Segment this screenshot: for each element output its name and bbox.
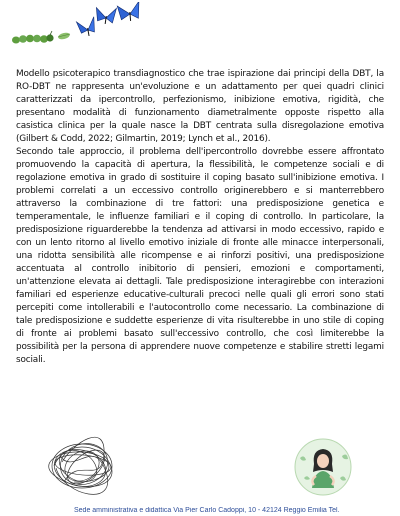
butterfly-icon — [117, 2, 141, 22]
caterpillar-butterflies-logo — [8, 2, 148, 52]
cocoon-icon — [57, 32, 70, 41]
butterfly-icon — [94, 6, 116, 26]
girl-in-circle-icon — [292, 436, 354, 498]
butterfly-icon — [76, 17, 97, 38]
tangled-scribble-icon — [44, 436, 122, 496]
paragraph-intro: Modello psicoterapico transdiagnostico che trae ispirazione dai principi della DBT, la RO-DBT ne rappresenta un'evoluzione e un adattamento per quei quadri clinici caratterizzati da ipercontrollo, perfezionismo, inibizione emotiva, rigidità, che presentano modalità di funzionamento diametralmente opposte rispetto alla casistica clinica per la quale nasce la DBT centrata sulla disregolazione emotiva (Gilbert & Codd, 2022; Gilmartin, 2019; Lynch et al., 2016). — [16, 69, 384, 144]
document-body — [16, 68, 384, 367]
caterpillar-icon — [12, 31, 54, 44]
footer-address: Sede amministrativa e didattica Via Pier Carlo Cadoppi, 10 - 42124 Reggio Emilia Tel. — [74, 507, 340, 514]
paragraph-approach: Secondo tale approccio, il problema dell'ipercontrollo dovrebbe essere affrontato promuovendo la capacità di apertura, la flessibilità, le competenze sociali e di regolazione emotiva in grado di sostituire il coping basato sull'inibizione emotiva. I problemi correlati a un eccessivo controllo originerebbero e si manterrebbero attraverso la combinazione di tre fattori: una predisposizione genetica e temperamentale, le influenze familiari e il coping di controllo. In particolare, la predisposizione riguarderebbe la tendenza ad attivarsi in modo eccessivo, rapido e con un lento ritorno al livello emotivo iniziale di fronte alle minacce interpersonali, una ridotta sensibilità alle ricompense e ai rinforzi positivi, una predisposizione accentuata al controllo inibitorio di pensieri, emozioni e comportamenti, un'attenzione elevata ai dettagli. Tale predisposizione interagirebbe con interazioni familiari ed esperienze educative-culturali precoci nelle quali gli errori sono stati percepiti come intollerabili e l'autocontrollo come necessario. La combinazione di tale predisposizione e suddette esperienze di vita risulterebbe in uno stile di coping di fronte ai problemi basato sull'eccessivo controllo, che così limiterebbe la possibilità per la persona di apprendere nuove competenze e stabilire stretti legami sociali. — [16, 147, 384, 365]
